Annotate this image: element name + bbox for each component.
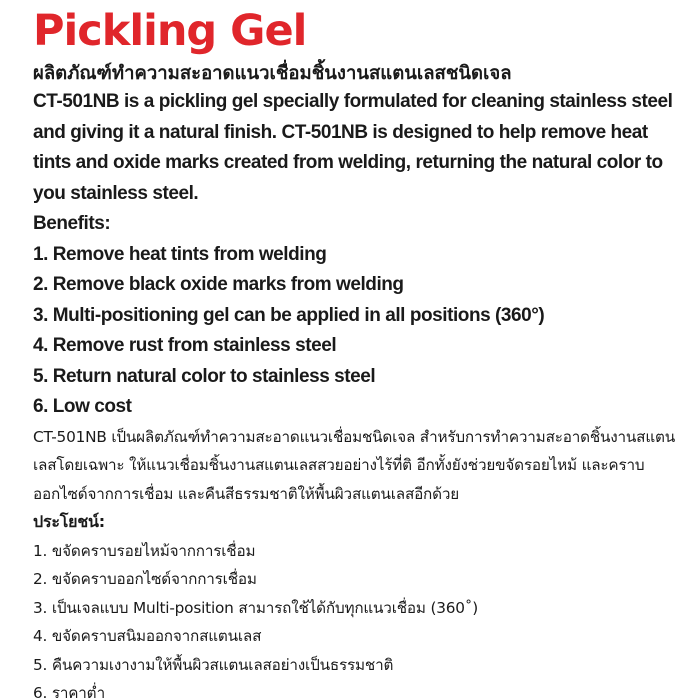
english-benefit-item: 6. Low cost (33, 396, 132, 417)
thai-benefit-item: 5. คืนความเงางามให้พื้นผิวสแตนเลสอย่างเป็นธรรมชาติ (33, 655, 394, 674)
thai-heading: ผลิตภัณฑ์ทำความสะอาดแนวเชื่อมชิ้นงานสแตนเลสชนิดเจล (33, 63, 512, 84)
english-description: CT-501NB is a pickling gel specially formulated for cleaning stainless steel and giving it a natural finish. CT-501NB is designed to help remove heat tints and oxide marks created from welding, returning the natural color to you stainless steel. (33, 91, 673, 204)
page-title: Pickling Gel (33, 6, 307, 56)
english-benefit-item: 1. Remove heat tints from welding (33, 243, 327, 265)
thai-benefit-item: 4. ขจัดคราบสนิมออกจากสแตนเลส (33, 627, 262, 645)
thai-benefit-item: 6. ราคาต่ำ (33, 684, 106, 700)
thai-benefits-list (33, 537, 682, 700)
thai-benefit-item: 1. ขจัดคราบรอยไหม้จากการเชื่อม (33, 541, 256, 560)
thai-section (33, 423, 682, 700)
thai-benefits-title: ประโยชน์: (33, 512, 105, 531)
english-benefit-item: 5. Return natural color to stainless steel (33, 365, 376, 387)
english-benefit-item: 2. Remove black oxide marks from welding (33, 274, 404, 295)
english-benefits-list (33, 240, 682, 423)
english-benefit-item: 4. Remove rust from stainless steel (33, 335, 337, 356)
thai-benefit-item: 3. เป็นเจลแบบ Multi-position สามารถใช้ได้กับทุกแนวเชื่อม (360˚) (33, 598, 479, 617)
english-section (33, 87, 682, 423)
thai-benefit-item: 2. ขจัดคราบออกไซด์จากการเชื่อม (33, 570, 257, 588)
english-benefits-title: Benefits: (33, 213, 111, 234)
thai-description: CT-501NB เป็นผลิตภัณฑ์ทำความสะอาดแนวเชื่อมชนิดเจล สำหรับการทำความสะอาดชิ้นงานสแตนเลสโดยเฉพาะ ให้แนวเชื่อมชิ้นงานสแตนเลสสวยอย่างไร้ที่ติ อีกทั้งยังช่วยขจัดรอยไหม้ และคราบออกไซด์จากการเชื่อม และคืนสีธรรมชาติให้พื้นผิวสแตนเลสอีกด้วย (33, 427, 675, 503)
english-benefit-item: 3. Multi-positioning gel can be applied in all positions (360°) (33, 304, 545, 326)
